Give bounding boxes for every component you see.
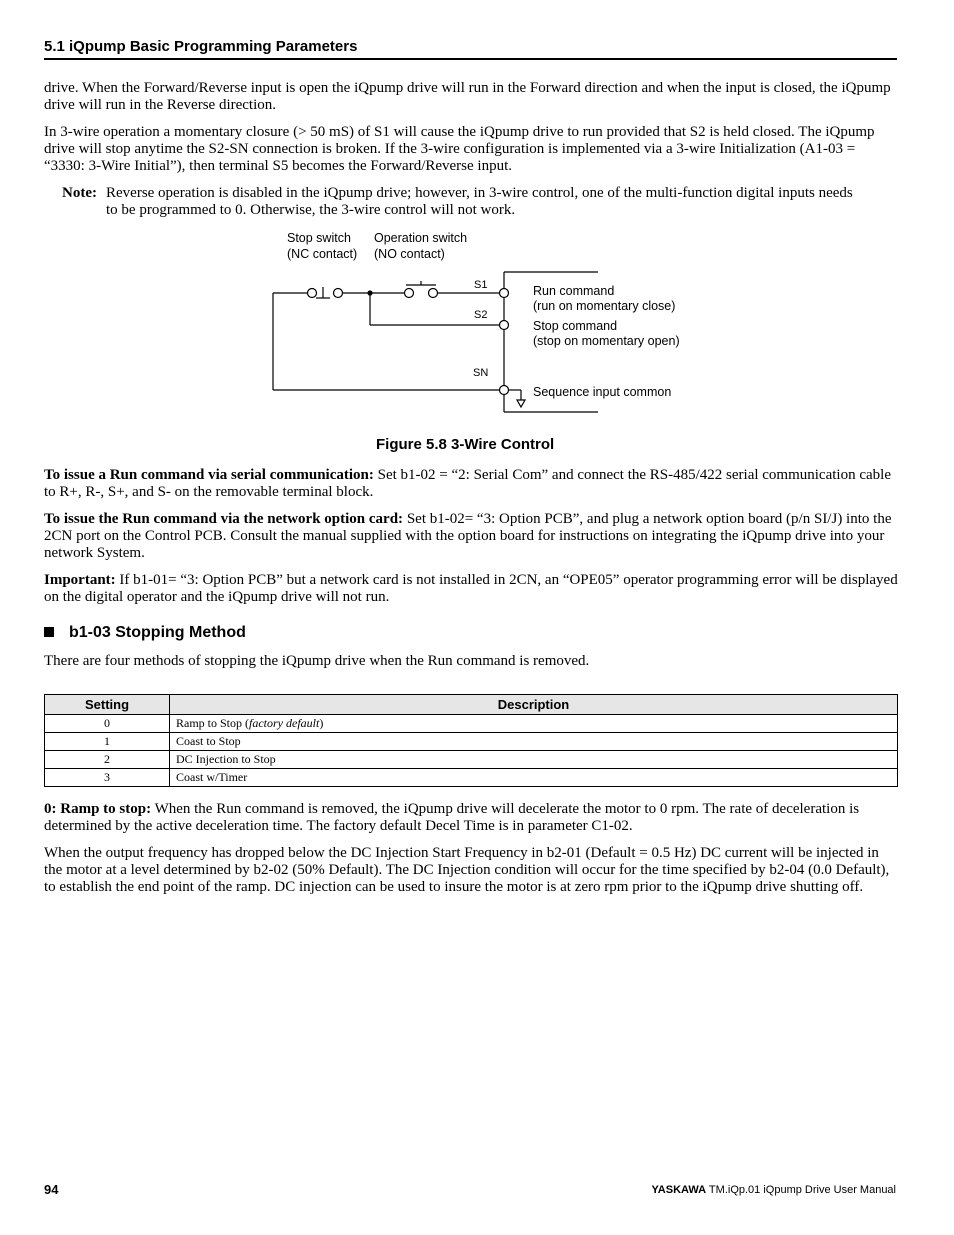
table-row — [45, 751, 898, 769]
paragraph-forward-reverse: drive. When the Forward/Reverse input is open the iQpump drive will run in the Forward direction and when the input is closed, the iQpump drive will run in the Reverse direction. — [44, 80, 891, 113]
table-row — [45, 733, 898, 751]
footer-manual-name: TM.iQp.01 iQpump Drive User Manual — [706, 1184, 896, 1196]
column-header-description: Description — [170, 695, 898, 715]
table-cell-description: Coast to Stop — [170, 733, 898, 751]
stopping-method-table — [44, 694, 898, 787]
section-intro: There are four methods of stopping the iQpump drive when the Run command is removed. — [44, 653, 590, 669]
paragraph-serial-communication — [44, 467, 899, 501]
terminal-s2-label: S2 — [474, 309, 488, 321]
run-command-label: Run command — [533, 284, 615, 298]
note-label: Note: — [62, 185, 97, 201]
column-header-setting: Setting — [45, 695, 170, 715]
table-cell-description: Coast w/Timer — [170, 769, 898, 787]
section-heading-text: b1-03 Stopping Method — [69, 624, 246, 641]
important-lead: Important: — [44, 572, 116, 588]
section-header-title: 5.1 iQpump Basic Programming Parameters — [44, 38, 358, 55]
table-cell-setting: 2 — [45, 751, 170, 769]
paragraph-dc-injection: When the output frequency has dropped below the DC Injection Start Frequency in b2-01 (Default = 0.5 Hz) DC current will be injected in the motor at a level determined by b2-02 (50% Default). The DC Injection condition will occur for the time specified by b2-04 (0.0 Default), to establish the end point of the ramp. DC injection can be used to insure the motor is at zero rpm prior to the iQpump drive shutting off. — [44, 845, 890, 895]
three-wire-diagram — [0, 0, 954, 430]
description-text: Ramp to Stop ( — [176, 716, 250, 730]
footer-brand: YASKAWA — [651, 1184, 707, 1196]
junction-dot — [367, 290, 372, 295]
table-cell-setting: 1 — [45, 733, 170, 751]
figure-caption: Figure 5.8 3-Wire Control — [376, 436, 555, 453]
network-lead: To issue the Run command via the network option card: — [44, 511, 404, 527]
stop-switch-label: Stop switch — [287, 231, 351, 245]
terminal-s1-label: S1 — [474, 279, 488, 291]
square-bullet-icon — [44, 627, 54, 637]
operation-switch-label: Operation switch — [374, 231, 468, 245]
stop-command-label: Stop command — [533, 319, 618, 333]
terminal-sn-label: SN — [473, 367, 489, 379]
description-text-end: ) — [319, 716, 324, 730]
note-text: Reverse operation is disabled in the iQpump drive; however, in 3-wire control, one of the multi-function digital inputs needs to be programmed to 0. Otherwise, the 3-wire control will not work. — [106, 185, 853, 218]
table-cell-setting: 3 — [45, 769, 170, 787]
description-italic-text: factory default — [249, 716, 320, 730]
operation-switch-contact-label: (NO contact) — [374, 247, 445, 261]
table-cell-setting: 0 — [45, 715, 170, 733]
table-row — [45, 715, 898, 733]
serial-lead: To issue a Run command via serial communication: — [44, 467, 374, 483]
table-cell-description: DC Injection to Stop — [170, 751, 898, 769]
paragraph-important — [44, 572, 899, 606]
table-header-row — [45, 695, 898, 715]
stop-command-detail: (stop on momentary open) — [533, 334, 680, 348]
table-row — [45, 769, 898, 787]
ramp-lead: 0: Ramp to stop: — [44, 801, 152, 817]
sequence-common-label: Sequence input common — [533, 385, 672, 399]
serial-text: Set b1-02 = “2: Serial Com” and connect the RS-485/422 serial communication cable to R+, R-, S+, and S- on the removable terminal block. — [44, 467, 891, 500]
ramp-text: When the Run command is removed, the iQpump drive will decelerate the motor to 0 rpm. The rate of deceleration is determined by the active deceleration time. The factory default Decel Time is in parameter C1-02. — [44, 801, 860, 834]
footer-manual-title — [651, 1184, 896, 1196]
section-heading — [44, 624, 246, 642]
paragraph-ramp-to-stop — [44, 801, 899, 835]
paragraph-network-option — [44, 511, 899, 562]
run-command-detail: (run on momentary close) — [533, 299, 676, 313]
important-text: If b1-01= “3: Option PCB” but a network card is not installed in 2CN, an “OPE05” operator programming error will be displayed on the digital operator and the iQpump drive will not run. — [44, 572, 898, 605]
table-cell-description — [170, 715, 898, 733]
page-number: 94 — [44, 1182, 59, 1197]
paragraph-3wire-operation: In 3-wire operation a momentary closure (> 50 mS) of S1 will cause the iQpump drive to run provided that S2 is held closed. The iQpump drive will stop anytime the S2-SN connection is broken. If the 3-wire configuration is implemented via a 3-wire Initialization (A1-03 = “3330: 3-Wire Initial”), then terminal S5 becomes the Forward/Reverse input. — [44, 124, 875, 174]
stop-switch-contact-label: (NC contact) — [287, 247, 358, 261]
network-text: Set b1-02= “3: Option PCB”, and plug a network option board (p/n SI/J) into the 2CN port on the Control PCB. Consult the manual supplied with the option board for instructions on integrating the iQpump drive into your network System. — [44, 511, 892, 561]
